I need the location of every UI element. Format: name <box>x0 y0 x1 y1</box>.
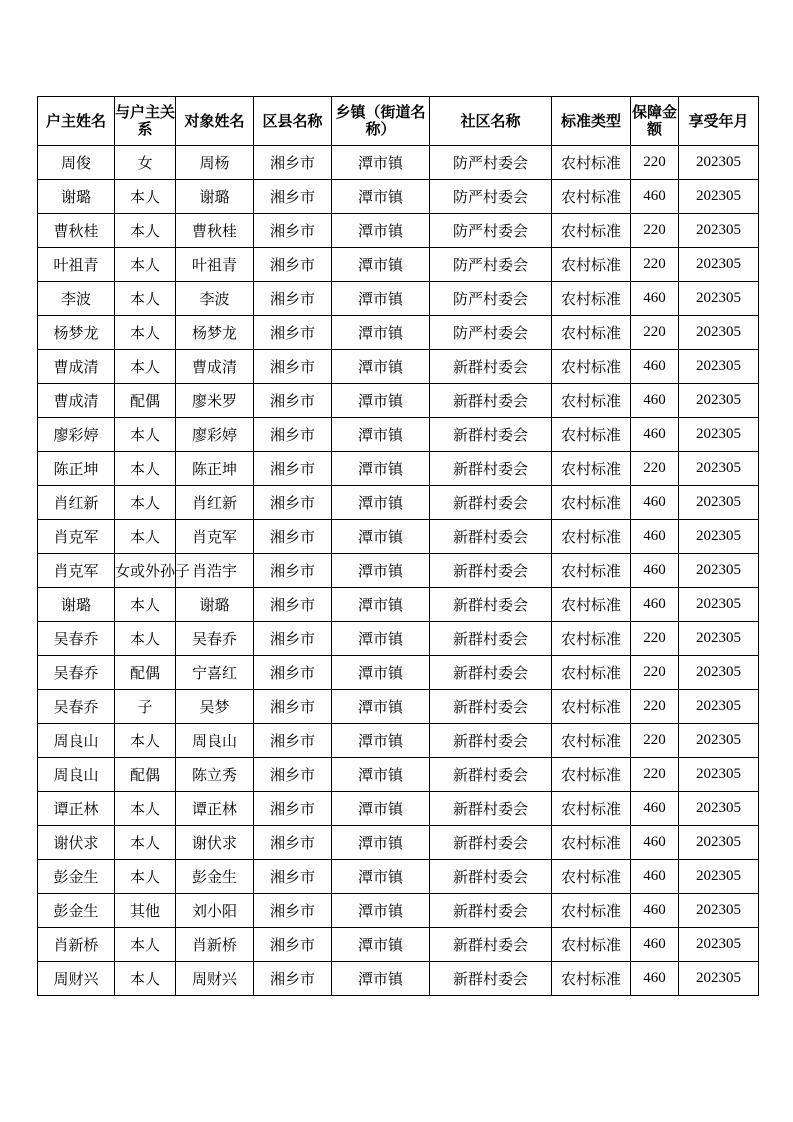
town-cell: 潭市镇 <box>332 792 430 826</box>
amount-cell: 220 <box>631 622 679 656</box>
relation-cell: 本人 <box>115 792 176 826</box>
community-cell: 新群村委会 <box>430 486 552 520</box>
district-cell: 湘乡市 <box>254 248 332 282</box>
table-row <box>38 928 759 962</box>
standard-type-cell: 农村标准 <box>552 282 631 316</box>
month-cell: 202305 <box>679 316 759 350</box>
month-cell: 202305 <box>679 350 759 384</box>
household-head-cell: 杨梦龙 <box>38 316 115 350</box>
town-cell: 潭市镇 <box>332 588 430 622</box>
table-row <box>38 724 759 758</box>
household-head-cell: 肖新桥 <box>38 928 115 962</box>
district-cell: 湘乡市 <box>254 826 332 860</box>
relation-cell: 本人 <box>115 588 176 622</box>
household-head-cell: 陈正坤 <box>38 452 115 486</box>
relation-cell: 本人 <box>115 316 176 350</box>
amount-cell: 460 <box>631 520 679 554</box>
relation-cell: 本人 <box>115 452 176 486</box>
relation-cell: 本人 <box>115 724 176 758</box>
district-cell: 湘乡市 <box>254 180 332 214</box>
object-name-cell: 肖红新 <box>176 486 254 520</box>
amount-cell: 220 <box>631 690 679 724</box>
household-head-cell: 肖克军 <box>38 520 115 554</box>
month-cell: 202305 <box>679 418 759 452</box>
month-cell: 202305 <box>679 146 759 180</box>
community-cell: 新群村委会 <box>430 928 552 962</box>
relation-cell: 本人 <box>115 248 176 282</box>
amount-cell: 220 <box>631 146 679 180</box>
relation-cell: 本人 <box>115 928 176 962</box>
household-head-cell: 周良山 <box>38 758 115 792</box>
month-cell: 202305 <box>679 724 759 758</box>
table-row <box>38 520 759 554</box>
amount-cell: 460 <box>631 826 679 860</box>
district-cell: 湘乡市 <box>254 758 332 792</box>
month-cell: 202305 <box>679 452 759 486</box>
standard-type-cell: 农村标准 <box>552 350 631 384</box>
amount-cell: 220 <box>631 656 679 690</box>
standard-type-cell: 农村标准 <box>552 962 631 996</box>
standard-type-cell: 农村标准 <box>552 452 631 486</box>
town-cell: 潭市镇 <box>332 928 430 962</box>
table-row <box>38 894 759 928</box>
header-household-head: 户主姓名 <box>38 97 115 146</box>
household-head-cell: 曹秋桂 <box>38 214 115 248</box>
relation-cell: 本人 <box>115 180 176 214</box>
amount-cell: 220 <box>631 724 679 758</box>
relation-cell: 本人 <box>115 520 176 554</box>
district-cell: 湘乡市 <box>254 350 332 384</box>
object-name-cell: 周杨 <box>176 146 254 180</box>
community-cell: 新群村委会 <box>430 860 552 894</box>
community-cell: 新群村委会 <box>430 792 552 826</box>
household-head-cell: 周良山 <box>38 724 115 758</box>
household-head-cell: 周财兴 <box>38 962 115 996</box>
header-town: 乡镇（街道名称） <box>332 97 430 146</box>
amount-cell: 460 <box>631 860 679 894</box>
town-cell: 潭市镇 <box>332 452 430 486</box>
household-head-cell: 周俊 <box>38 146 115 180</box>
object-name-cell: 宁喜红 <box>176 656 254 690</box>
header-amount: 保障金额 <box>631 97 679 146</box>
district-cell: 湘乡市 <box>254 282 332 316</box>
relation-cell: 本人 <box>115 418 176 452</box>
object-name-cell: 陈正坤 <box>176 452 254 486</box>
table-row <box>38 180 759 214</box>
household-head-cell: 吴春乔 <box>38 656 115 690</box>
object-name-cell: 谢璐 <box>176 180 254 214</box>
standard-type-cell: 农村标准 <box>552 792 631 826</box>
table-row <box>38 384 759 418</box>
community-cell: 新群村委会 <box>430 588 552 622</box>
object-name-cell: 曹成清 <box>176 350 254 384</box>
district-cell: 湘乡市 <box>254 214 332 248</box>
town-cell: 潭市镇 <box>332 894 430 928</box>
district-cell: 湘乡市 <box>254 384 332 418</box>
relation-cell: 女 <box>115 146 176 180</box>
table-row <box>38 146 759 180</box>
table-body <box>38 146 759 996</box>
community-cell: 新群村委会 <box>430 690 552 724</box>
amount-cell: 220 <box>631 214 679 248</box>
district-cell: 湘乡市 <box>254 962 332 996</box>
amount-cell: 220 <box>631 316 679 350</box>
town-cell: 潭市镇 <box>332 350 430 384</box>
amount-cell: 460 <box>631 180 679 214</box>
district-cell: 湘乡市 <box>254 588 332 622</box>
household-head-cell: 彭金生 <box>38 894 115 928</box>
community-cell: 新群村委会 <box>430 452 552 486</box>
table-row <box>38 214 759 248</box>
district-cell: 湘乡市 <box>254 928 332 962</box>
object-name-cell: 周良山 <box>176 724 254 758</box>
standard-type-cell: 农村标准 <box>552 520 631 554</box>
amount-cell: 220 <box>631 758 679 792</box>
relation-cell: 本人 <box>115 486 176 520</box>
object-name-cell: 肖克军 <box>176 520 254 554</box>
object-name-cell: 吴春乔 <box>176 622 254 656</box>
amount-cell: 460 <box>631 418 679 452</box>
amount-cell: 460 <box>631 894 679 928</box>
community-cell: 防严村委会 <box>430 146 552 180</box>
amount-cell: 460 <box>631 554 679 588</box>
community-cell: 新群村委会 <box>430 350 552 384</box>
month-cell: 202305 <box>679 384 759 418</box>
district-cell: 湘乡市 <box>254 860 332 894</box>
town-cell: 潭市镇 <box>332 758 430 792</box>
town-cell: 潭市镇 <box>332 724 430 758</box>
standard-type-cell: 农村标准 <box>552 486 631 520</box>
relation-cell: 女或外孙子 <box>115 554 176 588</box>
household-head-cell: 廖彩婷 <box>38 418 115 452</box>
household-head-cell: 彭金生 <box>38 860 115 894</box>
standard-type-cell: 农村标准 <box>552 588 631 622</box>
assistance-table <box>37 96 759 996</box>
table-row <box>38 758 759 792</box>
district-cell: 湘乡市 <box>254 520 332 554</box>
table-row <box>38 418 759 452</box>
standard-type-cell: 农村标准 <box>552 656 631 690</box>
household-head-cell: 曹成清 <box>38 350 115 384</box>
month-cell: 202305 <box>679 656 759 690</box>
header-object-name: 对象姓名 <box>176 97 254 146</box>
household-head-cell: 曹成清 <box>38 384 115 418</box>
standard-type-cell: 农村标准 <box>552 860 631 894</box>
household-head-cell: 叶祖青 <box>38 248 115 282</box>
object-name-cell: 刘小阳 <box>176 894 254 928</box>
month-cell: 202305 <box>679 860 759 894</box>
household-head-cell: 李波 <box>38 282 115 316</box>
table-row <box>38 248 759 282</box>
header-district: 区县名称 <box>254 97 332 146</box>
town-cell: 潭市镇 <box>332 384 430 418</box>
month-cell: 202305 <box>679 928 759 962</box>
household-head-cell: 肖克军 <box>38 554 115 588</box>
town-cell: 潭市镇 <box>332 282 430 316</box>
community-cell: 新群村委会 <box>430 758 552 792</box>
standard-type-cell: 农村标准 <box>552 690 631 724</box>
object-name-cell: 杨梦龙 <box>176 316 254 350</box>
table-row <box>38 350 759 384</box>
object-name-cell: 李波 <box>176 282 254 316</box>
standard-type-cell: 农村标准 <box>552 214 631 248</box>
relation-cell: 本人 <box>115 860 176 894</box>
table-row <box>38 452 759 486</box>
relation-cell: 配偶 <box>115 656 176 690</box>
town-cell: 潭市镇 <box>332 146 430 180</box>
standard-type-cell: 农村标准 <box>552 248 631 282</box>
object-name-cell: 肖浩宇 <box>176 554 254 588</box>
standard-type-cell: 农村标准 <box>552 316 631 350</box>
object-name-cell: 叶祖青 <box>176 248 254 282</box>
community-cell: 新群村委会 <box>430 554 552 588</box>
town-cell: 潭市镇 <box>332 962 430 996</box>
relation-cell: 本人 <box>115 350 176 384</box>
relation-cell: 本人 <box>115 622 176 656</box>
town-cell: 潭市镇 <box>332 180 430 214</box>
month-cell: 202305 <box>679 588 759 622</box>
town-cell: 潭市镇 <box>332 486 430 520</box>
object-name-cell: 谢璐 <box>176 588 254 622</box>
relation-cell: 配偶 <box>115 758 176 792</box>
table-row <box>38 690 759 724</box>
amount-cell: 460 <box>631 384 679 418</box>
standard-type-cell: 农村标准 <box>552 418 631 452</box>
community-cell: 防严村委会 <box>430 282 552 316</box>
header-row <box>38 97 759 146</box>
header-standard-type: 标准类型 <box>552 97 631 146</box>
header-relation: 与户主关系 <box>115 97 176 146</box>
relation-cell: 子 <box>115 690 176 724</box>
household-head-cell: 谢璐 <box>38 180 115 214</box>
standard-type-cell: 农村标准 <box>552 826 631 860</box>
town-cell: 潭市镇 <box>332 214 430 248</box>
amount-cell: 460 <box>631 486 679 520</box>
table-row <box>38 316 759 350</box>
household-head-cell: 肖红新 <box>38 486 115 520</box>
table-row <box>38 554 759 588</box>
amount-cell: 220 <box>631 452 679 486</box>
district-cell: 湘乡市 <box>254 690 332 724</box>
household-head-cell: 谢璐 <box>38 588 115 622</box>
standard-type-cell: 农村标准 <box>552 554 631 588</box>
district-cell: 湘乡市 <box>254 894 332 928</box>
household-head-cell: 吴春乔 <box>38 622 115 656</box>
district-cell: 湘乡市 <box>254 418 332 452</box>
month-cell: 202305 <box>679 894 759 928</box>
community-cell: 防严村委会 <box>430 180 552 214</box>
standard-type-cell: 农村标准 <box>552 180 631 214</box>
town-cell: 潭市镇 <box>332 248 430 282</box>
relation-cell: 其他 <box>115 894 176 928</box>
month-cell: 202305 <box>679 486 759 520</box>
town-cell: 潭市镇 <box>332 622 430 656</box>
household-head-cell: 吴春乔 <box>38 690 115 724</box>
district-cell: 湘乡市 <box>254 452 332 486</box>
table-row <box>38 860 759 894</box>
month-cell: 202305 <box>679 248 759 282</box>
community-cell: 防严村委会 <box>430 214 552 248</box>
community-cell: 新群村委会 <box>430 384 552 418</box>
community-cell: 新群村委会 <box>430 418 552 452</box>
month-cell: 202305 <box>679 758 759 792</box>
community-cell: 新群村委会 <box>430 622 552 656</box>
town-cell: 潭市镇 <box>332 656 430 690</box>
district-cell: 湘乡市 <box>254 724 332 758</box>
amount-cell: 460 <box>631 928 679 962</box>
amount-cell: 460 <box>631 350 679 384</box>
relation-cell: 本人 <box>115 282 176 316</box>
town-cell: 潭市镇 <box>332 690 430 724</box>
object-name-cell: 廖彩婷 <box>176 418 254 452</box>
district-cell: 湘乡市 <box>254 656 332 690</box>
standard-type-cell: 农村标准 <box>552 928 631 962</box>
community-cell: 新群村委会 <box>430 520 552 554</box>
amount-cell: 460 <box>631 962 679 996</box>
district-cell: 湘乡市 <box>254 146 332 180</box>
standard-type-cell: 农村标准 <box>552 724 631 758</box>
table-row <box>38 656 759 690</box>
standard-type-cell: 农村标准 <box>552 146 631 180</box>
table-row <box>38 622 759 656</box>
table-row <box>38 486 759 520</box>
household-head-cell: 谢伏求 <box>38 826 115 860</box>
relation-cell: 配偶 <box>115 384 176 418</box>
object-name-cell: 彭金生 <box>176 860 254 894</box>
town-cell: 潭市镇 <box>332 316 430 350</box>
month-cell: 202305 <box>679 962 759 996</box>
standard-type-cell: 农村标准 <box>552 894 631 928</box>
town-cell: 潭市镇 <box>332 520 430 554</box>
amount-cell: 460 <box>631 588 679 622</box>
standard-type-cell: 农村标准 <box>552 758 631 792</box>
amount-cell: 220 <box>631 248 679 282</box>
community-cell: 新群村委会 <box>430 826 552 860</box>
community-cell: 防严村委会 <box>430 316 552 350</box>
object-name-cell: 廖米罗 <box>176 384 254 418</box>
table-row <box>38 962 759 996</box>
month-cell: 202305 <box>679 622 759 656</box>
town-cell: 潭市镇 <box>332 554 430 588</box>
month-cell: 202305 <box>679 554 759 588</box>
table-row <box>38 792 759 826</box>
community-cell: 新群村委会 <box>430 724 552 758</box>
month-cell: 202305 <box>679 792 759 826</box>
table-row <box>38 588 759 622</box>
table-row <box>38 826 759 860</box>
header-community: 社区名称 <box>430 97 552 146</box>
town-cell: 潭市镇 <box>332 860 430 894</box>
month-cell: 202305 <box>679 826 759 860</box>
amount-cell: 460 <box>631 282 679 316</box>
object-name-cell: 陈立秀 <box>176 758 254 792</box>
month-cell: 202305 <box>679 520 759 554</box>
town-cell: 潭市镇 <box>332 418 430 452</box>
district-cell: 湘乡市 <box>254 554 332 588</box>
header-month: 享受年月 <box>679 97 759 146</box>
relation-cell: 本人 <box>115 214 176 248</box>
district-cell: 湘乡市 <box>254 622 332 656</box>
object-name-cell: 吴梦 <box>176 690 254 724</box>
standard-type-cell: 农村标准 <box>552 622 631 656</box>
relation-cell: 本人 <box>115 826 176 860</box>
community-cell: 新群村委会 <box>430 962 552 996</box>
district-cell: 湘乡市 <box>254 486 332 520</box>
table-row <box>38 282 759 316</box>
object-name-cell: 谭正林 <box>176 792 254 826</box>
amount-cell: 460 <box>631 792 679 826</box>
month-cell: 202305 <box>679 180 759 214</box>
month-cell: 202305 <box>679 690 759 724</box>
month-cell: 202305 <box>679 214 759 248</box>
object-name-cell: 曹秋桂 <box>176 214 254 248</box>
community-cell: 新群村委会 <box>430 656 552 690</box>
community-cell: 新群村委会 <box>430 894 552 928</box>
relation-cell: 本人 <box>115 962 176 996</box>
district-cell: 湘乡市 <box>254 316 332 350</box>
standard-type-cell: 农村标准 <box>552 384 631 418</box>
district-cell: 湘乡市 <box>254 792 332 826</box>
object-name-cell: 周财兴 <box>176 962 254 996</box>
month-cell: 202305 <box>679 282 759 316</box>
town-cell: 潭市镇 <box>332 826 430 860</box>
household-head-cell: 谭正林 <box>38 792 115 826</box>
object-name-cell: 肖新桥 <box>176 928 254 962</box>
community-cell: 防严村委会 <box>430 248 552 282</box>
object-name-cell: 谢伏求 <box>176 826 254 860</box>
